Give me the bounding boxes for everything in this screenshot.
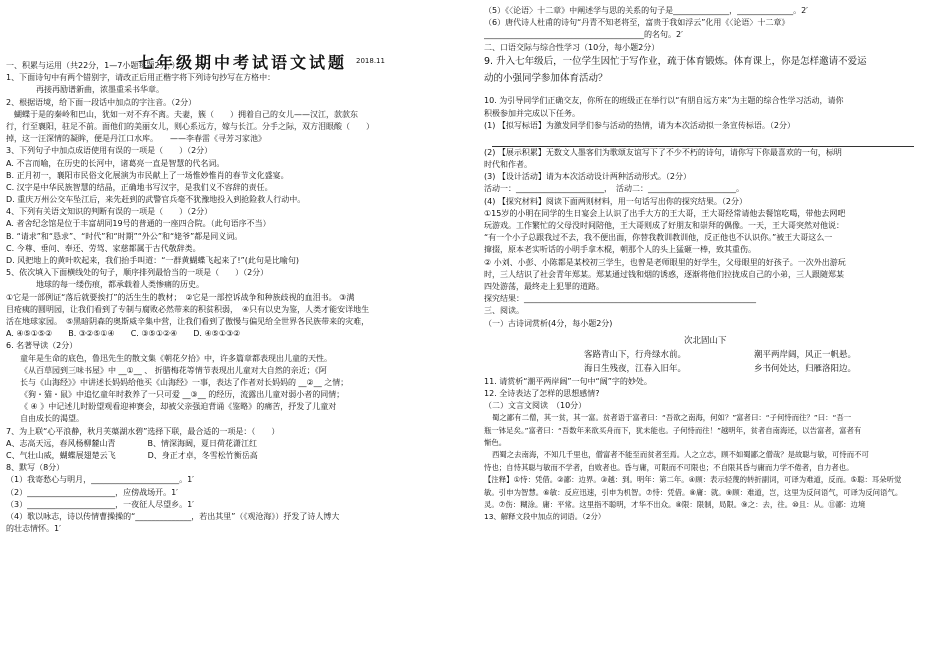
right-mid-line: 积极参加并完成以下任务。 bbox=[484, 108, 580, 118]
classical-line: 敏。引申为智慧。⑥敏：反应迅速，引申为机智。⑦恃：凭借。⑧庸：就。⑨顾：难道，岂，这里为反问语气，可译为反问语气。 bbox=[484, 487, 903, 497]
left-lines-line: 5、依次填入下面横线处的句子，顺序排列最恰当的一项是（ ）（2分） bbox=[6, 268, 269, 278]
classical-line: 瓶一钵足矣。”富者曰：“吾数年来欲买舟而下，犹未能也。子何恃而往！”越明年，贫者自南海还，以告富者，富者有 bbox=[484, 425, 862, 435]
left-lines-line: 自由成长的渴望。 bbox=[20, 414, 84, 424]
classical-line: 13、解释文段中加点的词语。（2分） bbox=[484, 512, 606, 522]
left-lines-line: 活在地球家园。 ⑤黑暗阴森的奥斯威辛集中营，让我们看到了傲慢与偏见给全世界各民族带来的灾难， bbox=[6, 316, 370, 326]
left-lines-line: 4、下列有关语文知识的判断有误的一项是（ ）（2分） bbox=[6, 207, 213, 217]
right-mid2-line: (4) 【探究材料】阅读下面两则材料，用一句话写出你的探究结果。（2分） bbox=[484, 196, 747, 206]
exam-date: 2018.11 bbox=[356, 57, 385, 65]
right-mid2-line: （一）古诗词赏析(4分，每小题2分) bbox=[484, 318, 613, 328]
left-lines-line: 的壮志情怀。1′ bbox=[6, 524, 61, 534]
right-mid2-line: 时，三人结识了社会青年郑某。郑某通过钱和烟的诱惑，逐渐将他们拉拢成自己的小弟，三人跟随郑某 bbox=[484, 269, 844, 279]
right-mid2-line: 撺掇，原本老实听话的小明手拿木棍，朝那个人的头上猛砸一棒，致其重伤。 bbox=[484, 245, 756, 255]
right-after-poem-line: 11. 请赏析“潮平两岸阔”一句中“阔”字的妙处。 bbox=[484, 376, 652, 386]
left-lines-line: 行，行至襄阳，驻足不前。面他们的美丽女儿，则心系远方，嫁与长江。分手之际，双方泪眼酸（ ） bbox=[6, 121, 374, 131]
left-lines-line: A. ④⑤①⑤② B. ③②⑤①④ C. ③⑤①②④ D. ④⑤①③② bbox=[6, 329, 241, 339]
right-after-poem-line: （二）文言文阅读 （10分） bbox=[484, 401, 587, 411]
classical-line: 灵。⑦伤：糊涂。庸：平常。这里指不聪明，才华不出众。⑧限：限制，局限。⑨之：去，往。⑩且：从。⑪鄙：边境 bbox=[484, 500, 866, 510]
classical-line: 蜀之鄙有二僧，其一贫，其一富。贫者语于富者曰：“吾欲之南海，何如？”富者曰：“子何恃而往？”曰：“吾一 bbox=[492, 413, 852, 423]
right-mid2-line: (3) 【设计活动】请为本次活动设计两种活动形式。（2分） bbox=[484, 172, 691, 182]
left-lines-line: 长与《山海经》》中讲述长妈妈给他买《山海经》一事，表达了作者对长妈妈的 __②__ 之情； bbox=[20, 377, 349, 387]
right-mid2-line: (2) 【展示积累】无数文人墨客们为歌颂友谊写下了不少不朽的诗句，请你写下你最喜欢的一句，标明 bbox=[484, 147, 842, 157]
q9-line: 9. 升入七年级后，一位学生因忙于写作业，疏于体育锻炼。体育课上，你是怎样邀请不爱运 bbox=[484, 55, 867, 67]
left-lines-line: A. 不言而喻，在历史的长河中，诸葛亮一直是智慧的代名词。 bbox=[6, 158, 225, 168]
left-lines-line: B. “请求”和“恳求”、“时代”和“时期”“外公”和“姥爷”都是同义词。 bbox=[6, 231, 243, 241]
poem-line-2: 海日生残夜，江春入旧年。 乡书何处达，归雁洛阳边。 bbox=[584, 363, 857, 374]
right-mid2-line: ①15岁的小明在同学的生日宴会上认识了出手大方的王大哥，王大哥经常请他去餐馆吃喝，带他去网吧 bbox=[484, 208, 846, 218]
left-column bbox=[6, 0, 468, 658]
answer-line[interactable] bbox=[492, 132, 914, 147]
classical-line: 西蜀之去南海，不知几千里也，僧富者不能至而贫者至焉。人之立志，顾不如蜀鄙之僧哉？是故聪与敏，可恃而不可 bbox=[492, 450, 869, 460]
left-lines-line: C. 今尊、垂问、奉还、劳驾、家慈都属于古代敬辞类。 bbox=[6, 243, 201, 253]
right-mid2-line: 探究结果：__________________________________________________________ bbox=[484, 294, 756, 304]
left-lines-line: C. 汉字是中华民族智慧的结晶，正确地书写汉字，是我们义不容辞的责任。 bbox=[6, 182, 273, 192]
right-mid2-line: 四处游荡，最终走上犯罪的道路。 bbox=[484, 281, 604, 291]
right-top-questions bbox=[484, 5, 944, 54]
left-lines-line: 1、下面诗句中有两个错别字，请改正后用正楷字将下列诗句抄写在方格中： bbox=[6, 73, 276, 83]
q9-line: 动的小强同学参加体育活动？ bbox=[484, 72, 608, 84]
right-top-line: （5）《〈论语〉十二章》中阐述学与思的关系的句子是______________，______________。2′ bbox=[484, 6, 808, 15]
right-top-line: ________________________________________的名句。2′ bbox=[484, 30, 683, 40]
right-mid2-line: 玩游戏。工作繁忙的父母没时间陪他，王大哥则成了好朋友和崇拜的偶像。一天，王大哥突然对他说： bbox=[484, 221, 844, 231]
left-lines-line: 3、下列句子中加点成语使用有误的一项是（ ）（2分） bbox=[6, 146, 213, 156]
left-lines-line: 6. 名著导读（2分） bbox=[6, 341, 78, 351]
poem-line-1: 客路青山下，行舟绿水前。 潮平两岸阔，风正一帆悬。 bbox=[584, 349, 857, 360]
right-mid-line: 10. 为引导同学们正确交友，你所在的班级正在举行以“有朋自远方来”为主题的综合性学习活动，请你 bbox=[484, 96, 844, 106]
left-lines-line: 童年是生命的底色，鲁迅先生的散文集《朝花夕拾》中，许多篇章都表现出儿童的天性。 bbox=[20, 353, 332, 363]
right-mid2-line: 三、阅读。 bbox=[484, 306, 524, 316]
left-lines-line: D. 风把地上的黄叶吹起来，我们抬手叫道：“一群黄蝴蝶飞起来了!”(此句是比喻句) bbox=[6, 256, 299, 265]
classical-chinese-passage bbox=[484, 412, 944, 524]
page-title: 七年级期中考试语文试题 bbox=[138, 53, 348, 72]
right-mid2-line: 活动一：______________________， 活动二：______________________。 bbox=[484, 184, 744, 194]
left-lines-line: 7、为上联“心平浪静，秋月芙蕖湖水碧”选择下联，最合适的一项是：（ ） bbox=[6, 426, 280, 436]
right-mid2-line: ② 小刘、小彭、小陈都是某校初三学生，也曾是老师眼里的好学生，父母眼里的好孩子。一次外出游玩 bbox=[484, 257, 846, 267]
left-lines-line: 8、默写（8分） bbox=[6, 463, 65, 473]
left-lines-line: 一、积累与运用（共22分，1—7小题每题2分，） bbox=[6, 61, 180, 70]
question-10-parts bbox=[484, 147, 944, 330]
right-top-line: 二、口语交际与综合性学习（10分，每小题2分） bbox=[484, 42, 660, 52]
left-lines-line: 《从百草园到三味书屋》中 __①__ 、 折腊梅花等情节表现出儿童对大自然的亲近；《阿 bbox=[20, 365, 327, 375]
left-lines-line: A、志高天远，春风杨柳麓山青 B、情深海阔，夏日荷花潇江红 bbox=[6, 438, 257, 448]
left-lines-line: D. 重庆万州公交车坠江后，来先赶到的武警官兵毫不犹豫地投入到抢险救人行动中。 bbox=[6, 195, 306, 205]
right-mid-line: (1) 【拟写标语】为激发同学们参与活动的热情，请为本次活动拟一条宣传标语。（2分） bbox=[484, 120, 795, 130]
left-lines-line: 2、根据语境，给下面一段话中加点的字注音。（2分） bbox=[6, 97, 197, 107]
left-lines-line: （4）歌以咏志，诗以传情曹操操的“______________，若出其里”（《观沧海》）抒发了诗人博大 bbox=[6, 511, 340, 521]
left-lines-line: 地球的每一缕伤痕，都承载着人类惨痛的历史。 bbox=[36, 280, 204, 290]
left-questions bbox=[6, 60, 468, 535]
left-lines-line: 《狗・猫・鼠》中追忆童年时救养了一只可爱 __③__ 的经历，流露出儿童对弱小者的同情； bbox=[20, 390, 345, 400]
left-lines-line: 再接再励谱新曲，浓墨重采书华章。 bbox=[36, 85, 164, 95]
right-mid2-line: “有一个小子总跟我过不去，我不便出面，你替我教训教训他，反正他也不认识你。”被王大哥这么一 bbox=[484, 233, 833, 243]
classical-line: 惭色。 bbox=[484, 438, 507, 448]
left-lines-line: 蝴蝶于是的秦岭和巴山，犹如一对不弃不离。夫妻，簇（ ）拥着自己的女儿——汉江，款款东 bbox=[14, 109, 358, 119]
left-lines-line: B. 正月初一，襄阳市民俗文化展演为市民献上了一场惟妙惟肖的春节文化盛宴。 bbox=[6, 170, 289, 180]
right-mid2-line: 时代和作者。 bbox=[484, 160, 532, 170]
left-lines-line: （1）我寄愁心与明月，______________________。1′ bbox=[6, 475, 194, 485]
left-lines-line: （3）______________________，一夜征人尽望乡。1′ bbox=[6, 499, 194, 509]
left-lines-line: C、气壮山威，蝴蝶展翅楚云飞 D、身正才卓，冬雪松竹衡岳高 bbox=[6, 451, 258, 460]
right-column bbox=[484, 0, 944, 658]
right-after-poem-line: 12. 全诗表达了怎样的思想感情? bbox=[484, 388, 600, 398]
classical-line: 恃也；自恃其聪与敏而不学者，自败者也。昏与庸，可限而不可限也；不自限其昏与庸而力学不倦者，自力者也。 bbox=[484, 462, 854, 472]
right-top-line: （6）唐代诗人杜甫的诗句“丹青不知老将至，富贵于我如浮云”化用《〈论语〉十二章》 bbox=[484, 18, 790, 28]
left-lines-line: 目疮痍的圆明园，让我们看到了专制与腐败必然带来的积贫积弱， ④只有以史为鉴，人类才能安详地生 bbox=[6, 304, 370, 314]
left-lines-line: （2）______________________，应傍战场开。1′ bbox=[6, 487, 178, 497]
left-lines-line: A. 者舍纪念馆是位于丰富胡同19号的普通的一座四合院。（此句语序不当） bbox=[6, 219, 271, 229]
poem-questions bbox=[484, 376, 944, 413]
question-10 bbox=[484, 95, 944, 132]
poem-title: 次北固山下 bbox=[684, 335, 727, 346]
classical-line: 【注释】①恃：凭借。②鄙：边界。③越：到。明年：第二年。④顾：表示轻蔑的转折副词，可译为难道，反而。⑤聪：耳朵听觉 bbox=[484, 475, 902, 485]
left-lines-line: 《 ④ 》中记述儿时盼望观看迎神赛会，却被父亲强迫背诵《鉴略》的痛苦，抒发了儿童对 bbox=[20, 402, 337, 412]
left-lines-line: ①它是一部例证“落后就要挨打”的活生生的教材； ②它是一部控诉战争和种族歧视的血泪书。 ③满 bbox=[6, 292, 355, 302]
left-lines-line: 掉，这一汪深情的凝眸，便是丹江口水库。 ——李春雷《寻芳习家池》 bbox=[6, 134, 266, 144]
question-9 bbox=[484, 54, 944, 88]
